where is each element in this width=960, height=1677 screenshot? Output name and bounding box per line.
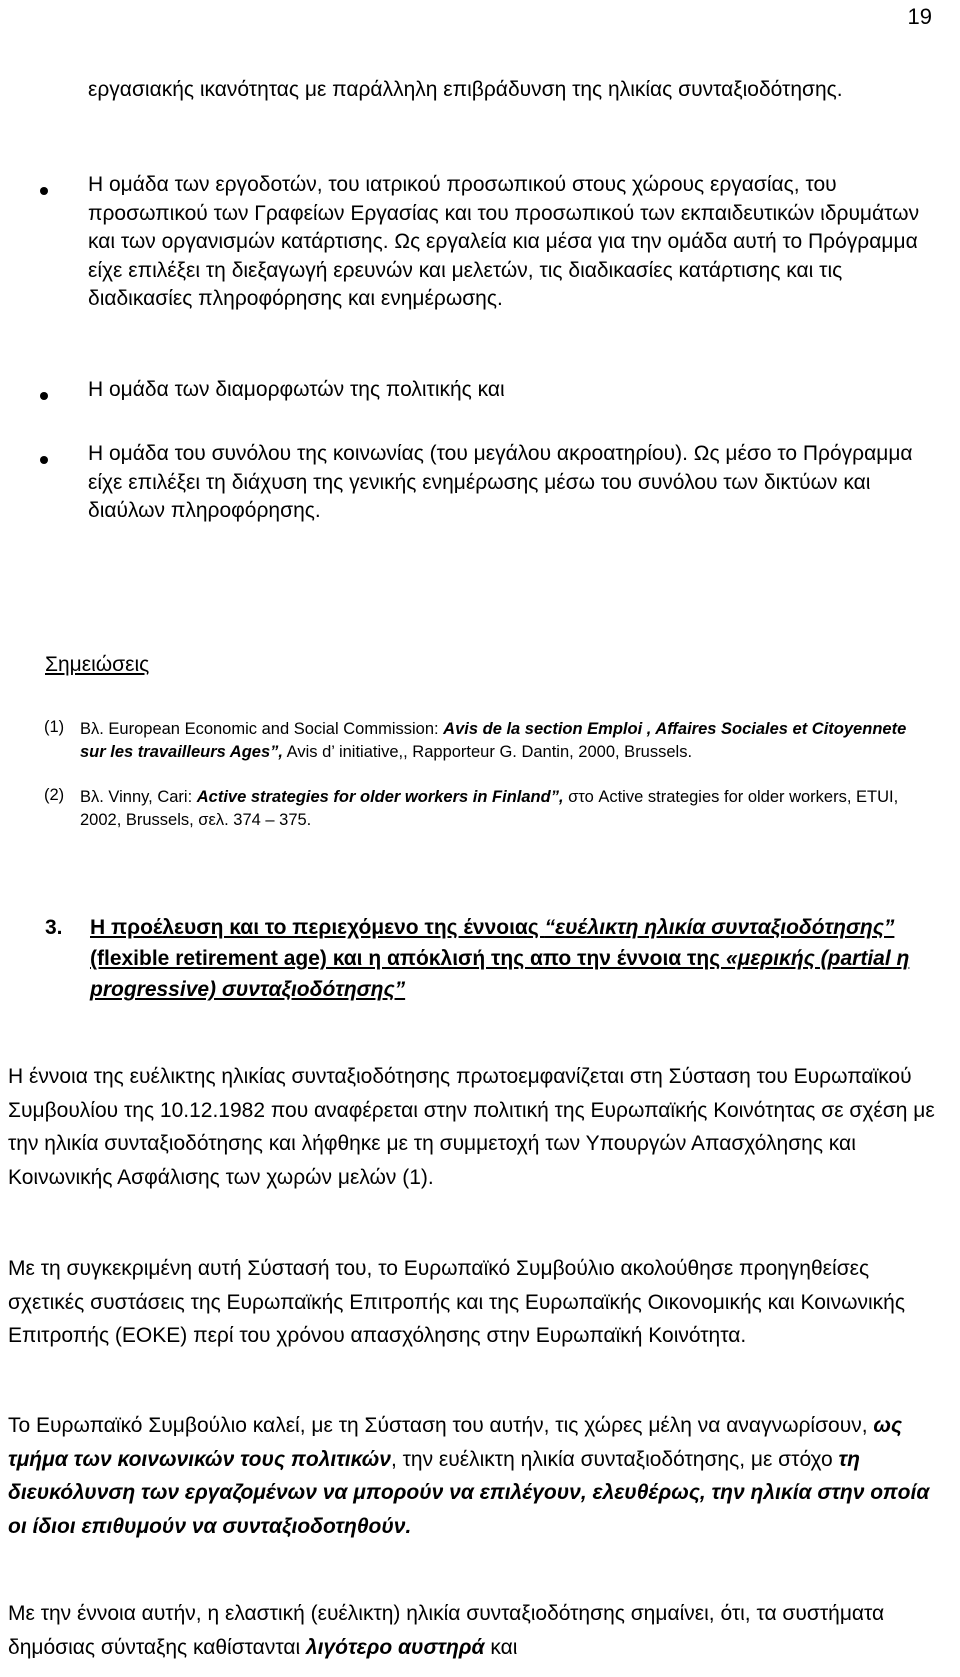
paragraph-4 bbox=[8, 1597, 938, 1664]
paragraph-3-text: Το Ευρωπαϊκό Συμβούλιο καλεί, με τη Σύσταση του αυτήν, τις χώρες μέλη να αναγνωρίσουν, bbox=[8, 1414, 874, 1437]
bullet-dot bbox=[40, 392, 48, 400]
footnote-2 bbox=[80, 786, 930, 832]
section-title bbox=[90, 912, 930, 1005]
footnote-number: (1) bbox=[44, 718, 65, 736]
section-title-italic: “ευέλικτη ηλικία συνταξιοδότησης” bbox=[544, 916, 895, 939]
section-title-part: Η προέλευση και το περιεχόμενο της έννοιας bbox=[90, 916, 545, 939]
paragraph-3-emphasis: τη διευκόλυνση των εργαζομένων να μπορούν να επιλέγουν, ελευθέρως, την ηλικία στην οποία οι ίδιοι επιθυμούν να συνταξιοδοτηθούν. bbox=[8, 1447, 930, 1538]
bullet-dot bbox=[40, 456, 48, 464]
section-number: 3. bbox=[45, 916, 63, 939]
footnote-number: (2) bbox=[44, 786, 65, 804]
section-title-italic: «μερικής (partial η progressive) συνταξιοδότησης” bbox=[90, 947, 910, 1001]
paragraph-3 bbox=[8, 1409, 938, 1543]
footnote-2-suffix: στο Active strategies for older workers, ETUI, 2002, Brussels, σελ. 374 – 375. bbox=[80, 788, 899, 829]
footnote-1-suffix: Avis d’ initiative,, Rapporteur G. Dantin, 2000, Brussels. bbox=[283, 743, 693, 761]
paragraph-1: Η έννοια της ευέλικτης ηλικίας συνταξιοδότησης πρωτοεμφανίζεται στη Σύσταση του Ευρωπαϊκού Συμβουλίου της 10.12.1982 που αναφέρεται στην πολιτική της Ευρωπαϊκής Κοινότητας σε σχέση με την ηλικία συνταξιοδότησης και λήφθηκε με τη συμμετοχή των Υπουργών Απασχόλησης και Κοινωνικής Ασφάλισης των χωρών μελών (1). bbox=[8, 1065, 935, 1189]
paragraph-4-text: Με την έννοια αυτήν, η ελαστική (ευέλικτη) ηλικία συνταξιοδότησης σημαίνει, ότι, τα συστήματα δημόσιας σύνταξης καθίστανται bbox=[8, 1602, 885, 1659]
footnote-2-title: Active strategies for older workers in Finland”, bbox=[196, 788, 564, 806]
bullet-dot bbox=[40, 187, 48, 195]
bullet-item-employers: Η ομάδα των εργοδοτών, του ιατρικού προσωπικού στους χώρους εργασίας, του προσωπικού των Γραφείων Εργασίας και του προσωπικού των εκπαιδευτικών ιδρυμάτων και των οργανισμών κατάρτισης. Ως εργαλεία κια μέσα για την ομάδα αυτή το Πρόγραμμα είχε επιλέξει τη διεξαγωγή ερευνών και μελετών, τις διαδικασίες κατάρτισης και τις διαδικασίες πληροφόρησης και ενημέρωσης. bbox=[88, 173, 920, 310]
footnote-1-prefix: Βλ. European Economic and Social Commission: bbox=[80, 720, 444, 738]
bullet-item-policymakers: Η ομάδα των διαμορφωτών της πολιτικής και bbox=[88, 378, 505, 401]
bullet-item-society: Η ομάδα του συνόλου της κοινωνίας (του μεγάλου ακροατηρίου). Ως μέσο το Πρόγραμμα είχε επιλέξει τη διάχυση της γενικής ενημέρωσης μέσω του συνόλου των δικτύων και διαύλων πληροφόρησης. bbox=[88, 442, 913, 522]
section-title-part: (flexible retirement age) και η απόκλισή της απο την έννοια της bbox=[90, 947, 726, 970]
page-number: 19 bbox=[907, 4, 932, 29]
paragraph-4-text: και bbox=[484, 1635, 518, 1659]
footnote-1 bbox=[80, 718, 930, 764]
paragraph-3-text: , την ευέλικτη ηλικία συνταξιοδότησης, με στόχο bbox=[390, 1447, 839, 1471]
paragraph-3-emphasis: ως τμήμα των κοινωνικών τους πολιτικών bbox=[8, 1414, 903, 1471]
paragraph-4-emphasis: λιγότερο αυστηρά bbox=[305, 1635, 485, 1659]
continuation-text: εργασιακής ικανότητας με παράλληλη επιβράδυνση της ηλικίας συνταξιοδότησης. bbox=[88, 78, 843, 101]
footnote-1-title: Avis de la section Emploi , Affaires Sociales et Citoyennete sur les travailleurs Ages”, bbox=[80, 720, 907, 761]
notes-heading: Σημειώσεις bbox=[45, 653, 150, 676]
footnote-2-prefix: Βλ. Vinny, Cari: bbox=[80, 788, 197, 806]
paragraph-2: Με τη συγκεκριμένη αυτή Σύστασή του, το Ευρωπαϊκό Συμβούλιο ακολούθησε προηγηθείσες σχετικές συστάσεις της Ευρωπαϊκής Επιτροπής και της Ευρωπαϊκής Οικονομικής και Κοινωνικής Επιτροπής (ΕΟΚΕ) περί του χρόνου απασχόλησης στην Ευρωπαϊκή Κοινότητα. bbox=[8, 1257, 905, 1347]
